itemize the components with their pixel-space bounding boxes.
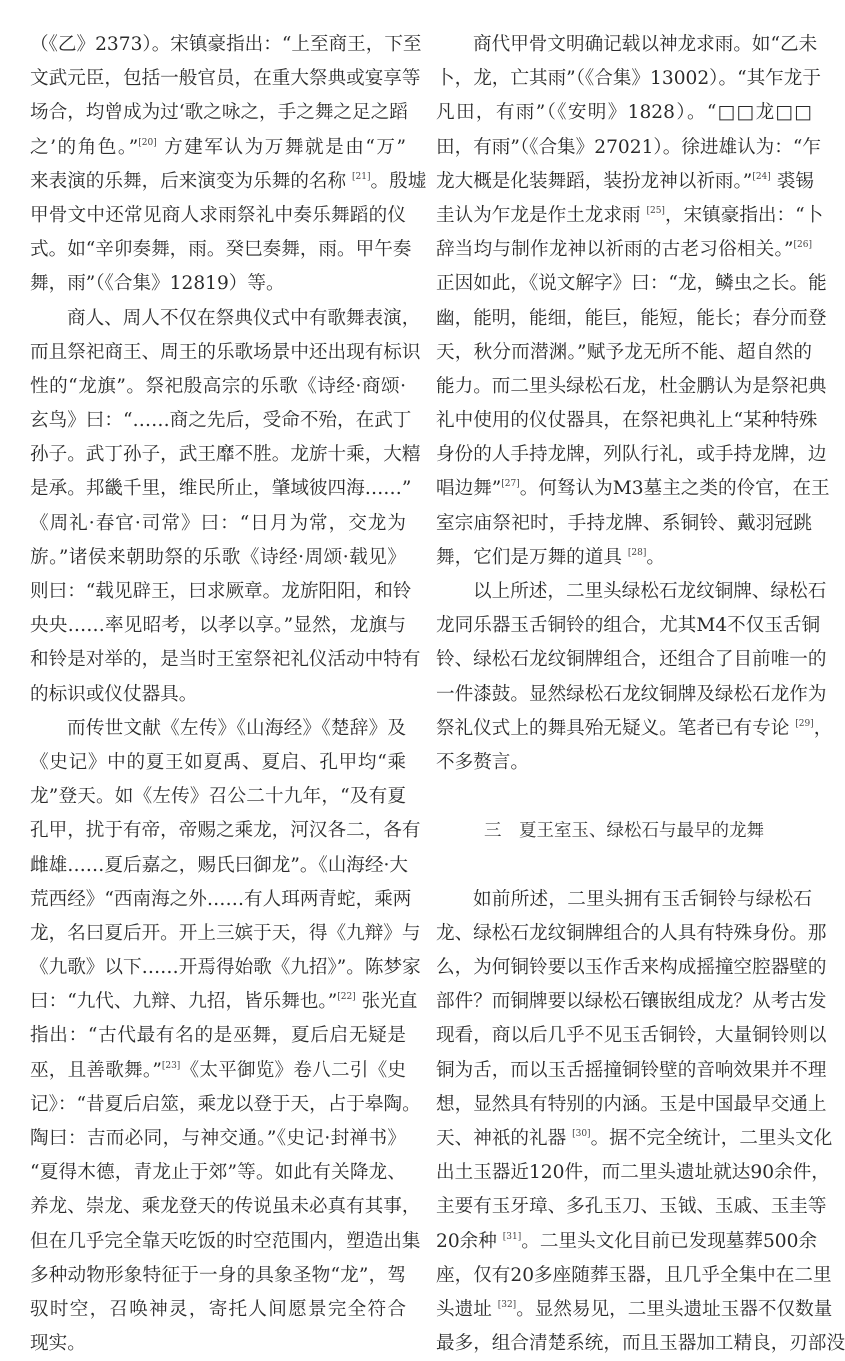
text-segment: 不多赘言。	[436, 751, 529, 773]
text-line	[30, 609, 406, 643]
text-line	[436, 1019, 827, 1053]
text-line	[30, 985, 418, 1019]
text-segment: 座，仅有20多座随葬玉器，且几乎全集中在二里	[436, 1264, 832, 1286]
text-segment: 铃、绿松石龙纹铜牌组合，还组合了目前唯一的	[436, 649, 827, 671]
text-segment: 天，秋分而潜渊。”赋予龙无所不能、超自然的	[436, 341, 812, 363]
text-segment: 龙、绿松石龙纹铜牌组合的人具有特殊身份。那	[436, 922, 827, 944]
text-segment: 记》：“昔夏后启筮，乘龙以登于天，占于皋陶。	[30, 1093, 421, 1115]
text-segment: 舞，它们是万舞的道具	[436, 546, 628, 568]
text-line	[30, 1122, 406, 1156]
text-segment: 甲骨文中还常见商人求雨祭礼中奏乐舞蹈的仪	[30, 204, 406, 226]
text-line	[30, 1259, 406, 1293]
citation-ref[interactable]: [28]	[627, 547, 647, 558]
text-line	[30, 780, 406, 814]
text-segment: 《太平御览》卷八二引《史	[180, 1059, 406, 1081]
text-segment: 场合，均曾成为过‘歌之咏之，手之舞之足之蹈	[30, 102, 408, 124]
text-line	[30, 28, 422, 62]
text-line	[30, 1225, 421, 1259]
paragraph	[30, 302, 421, 712]
text-segment: 卜，龙，亡其雨”（《合集》13002）。“其乍龙于	[436, 68, 821, 90]
text-segment: 圭认为乍龙是作土龙求雨	[436, 204, 647, 226]
text-line	[436, 951, 827, 985]
text-line	[30, 302, 421, 336]
text-segment: 铜为舌，而以玉舌摇撞铜铃壁的音响效果并不理	[436, 1059, 827, 1081]
text-segment: 养龙、崇龙、乘龙登天的传说虽未必真有其事，	[30, 1196, 421, 1218]
text-line	[436, 985, 827, 1019]
text-segment: 一件漆鼓。显然绿松石龙纹铜牌及绿松石龙作为	[436, 683, 827, 705]
spacer	[436, 780, 812, 814]
text-segment: 。何驽认为M3墓主之类的伶官，在王	[519, 478, 830, 500]
text-line	[30, 678, 406, 712]
text-segment: 荒西经》“西南海之外……有人珥两青蛇，乘两	[30, 888, 412, 910]
text-segment: 现看，商以后几乎不见玉舌铜铃，大量铜铃则以	[436, 1025, 827, 1047]
citation-ref[interactable]: [32]	[497, 1299, 517, 1310]
text-line	[30, 507, 406, 541]
text-segment: 巫，且善歌舞。”	[30, 1059, 162, 1081]
text-segment: 。二里头文化目前已发现墓葬500余	[521, 1230, 818, 1252]
text-line	[30, 165, 427, 199]
text-segment: 但在几乎完全靠天吃饭的时空范围内，塑造出集	[30, 1230, 421, 1252]
text-segment: ，	[813, 717, 833, 739]
text-segment: 辞当均与制作龙神以祈雨的古老习俗相关。”	[436, 239, 794, 261]
text-line	[30, 1019, 406, 1053]
text-line	[436, 1327, 845, 1361]
text-line	[30, 541, 406, 575]
text-line	[436, 1122, 833, 1156]
citation-ref[interactable]: [26]	[793, 240, 812, 251]
text-line	[30, 1156, 406, 1190]
text-segment: 现实。	[30, 1333, 86, 1355]
text-segment: 部件？而铜牌要以绿松石镶嵌组成龙？从考古发	[436, 991, 827, 1013]
text-line	[30, 746, 406, 780]
text-line	[436, 1156, 830, 1190]
text-segment: 。显然易见，二里头遗址玉器不仅数量	[516, 1298, 833, 1320]
text-line	[436, 678, 827, 712]
text-segment: 孔甲，扰于有帝，帝赐之乘龙，河汉各二，各有	[30, 820, 421, 842]
text-line	[30, 951, 421, 985]
text-line	[436, 370, 827, 404]
text-segment: 和铃是对举的，是当时王室祭祀礼仪活动中特有	[30, 649, 421, 671]
text-segment: 雌雄……夏后嘉之，赐氏曰御龙”。《山海经·大	[30, 854, 408, 876]
text-line	[436, 404, 818, 438]
text-segment: 式。如“辛卯奏舞，雨。癸巳奏舞，雨。甲午奏	[30, 239, 412, 261]
text-segment: 之’的角色。”	[30, 136, 139, 158]
text-line	[436, 643, 827, 677]
text-segment: 最多，组合清楚系统，而且玉器加工精良，刃部没	[436, 1333, 845, 1355]
text-segment: 。	[646, 546, 665, 568]
text-line	[30, 404, 412, 438]
text-segment: 祭礼仪式上的舞具殆无疑义。笔者已有专论	[436, 717, 796, 739]
text-segment: 《周礼·春官·司常》曰：“日月为常，交龙为	[30, 512, 406, 534]
text-line	[436, 507, 812, 541]
text-line	[436, 267, 827, 301]
text-segment: 《史记》中的夏王如夏禹、夏启、孔甲均“乘	[30, 751, 406, 773]
citation-ref[interactable]: [29]	[795, 718, 814, 729]
text-segment: 以上所述，二里头绿松石龙纹铜牌、绿松石	[473, 581, 827, 602]
text-segment: 出土玉器近120件，而二里头遗址就达90余件，	[436, 1162, 830, 1184]
text-segment: 幽，能明，能细，能巨，能短，能长；春分而登	[436, 307, 827, 329]
text-segment: 的标识或仪仗器具。	[30, 683, 198, 705]
text-line	[436, 712, 833, 746]
text-segment: 来表演的乐舞，后来演变为乐舞的名称	[30, 170, 353, 192]
text-segment: 室宗庙祭祀时，手持龙牌、系铜铃、戴羽冠跳	[436, 512, 812, 534]
text-segment: 如前所述，二里头拥有玉舌铜铃与绿松石	[473, 888, 812, 910]
text-line	[436, 96, 812, 130]
text-segment: 身份的人手持龙牌，列队行礼，或手持龙牌，边	[436, 444, 827, 466]
text-segment: 龙，名曰夏后开。开上三嫔于天，得《九辩》与	[30, 922, 421, 944]
paragraph	[436, 883, 845, 1361]
text-segment: 指出：“古代最有名的是巫舞，夏后启无疑是	[30, 1025, 406, 1047]
text-line	[436, 575, 827, 609]
text-segment: 商代甲骨文明确记载以神龙求雨。如“乙未	[473, 34, 818, 55]
text-line	[30, 438, 421, 472]
text-segment: 能力。而二里头绿松石龙，杜金鹏认为是祭祀典	[436, 375, 827, 397]
text-line	[436, 472, 830, 506]
text-segment: 多种动物形象特征于一身的具象圣物“龙”，驾	[30, 1264, 406, 1286]
section-heading: 三 夏王室玉、绿松石与最早的龙舞	[484, 821, 764, 842]
text-line	[436, 165, 812, 199]
citation-ref[interactable]: [30]	[572, 1129, 591, 1139]
text-segment: 。殷墟	[370, 170, 427, 192]
text-segment: 孙子。武丁孙子，武王靡不胜。龙旂十乘，大糦	[30, 444, 421, 466]
citation-ref[interactable]: [25]	[646, 205, 665, 216]
text-line	[30, 1088, 421, 1122]
text-segment: ，宋镇豪指出：“卜	[664, 204, 824, 226]
citation-ref[interactable]: [23]	[161, 1060, 181, 1071]
text-segment: 田，有雨”（《合集》27021）。徐进雄认为：“乍	[436, 136, 821, 158]
text-segment: （《乙》2373）。宋镇豪指出：“上至商王，下至	[30, 34, 422, 55]
text-line	[436, 302, 827, 336]
paragraph	[30, 712, 421, 1361]
text-line	[30, 370, 406, 404]
text-segment: 龙大概是化装舞蹈，装扮龙神以祈雨。”	[436, 170, 753, 192]
text-line	[30, 814, 421, 848]
text-segment: 商人、周人不仅在祭典仪式中有歌舞表演，	[67, 307, 421, 329]
text-line	[30, 575, 412, 609]
text-segment: 。据不完全统计，二里头文化	[590, 1128, 833, 1149]
text-segment: 唱边舞”	[436, 478, 502, 500]
text-line	[436, 62, 821, 96]
text-line	[30, 472, 412, 506]
text-line	[436, 131, 821, 165]
text-segment: 张光直	[355, 991, 418, 1013]
text-line	[30, 917, 421, 951]
citation-ref[interactable]: [31]	[502, 1231, 522, 1242]
text-segment: 正因如此，《说文解字》曰：“龙，鳞虫之长。能	[436, 273, 827, 295]
text-segment: 凡田，有雨”（《安明》1828）。“□□龙□□	[436, 102, 812, 124]
citation-ref[interactable]: [27]	[501, 479, 520, 490]
text-line	[30, 267, 406, 301]
text-line	[30, 96, 406, 130]
spacer	[436, 849, 812, 883]
text-line	[30, 62, 421, 96]
text-line	[30, 336, 421, 370]
text-line	[436, 438, 827, 472]
text-line	[436, 541, 812, 575]
text-line	[436, 1054, 827, 1088]
text-line	[30, 1293, 406, 1327]
text-segment: 《九歌》以下……开焉得始歌《九招》”。陈梦家	[30, 957, 421, 979]
text-line	[30, 849, 406, 883]
text-segment: 头遗址	[436, 1298, 498, 1320]
text-segment: 龙同乐器玉舌铜铃的组合，尤其M4不仅玉舌铜	[436, 615, 821, 637]
text-line	[30, 883, 412, 917]
text-segment: 裘锡	[770, 170, 814, 192]
text-line	[30, 199, 406, 233]
paragraph	[30, 28, 427, 302]
text-line	[30, 643, 421, 677]
text-segment: 则曰：“载见辟王，曰求厥章。龙旂阳阳，和铃	[30, 581, 412, 602]
citation-ref[interactable]: [24]	[752, 171, 771, 182]
text-line	[30, 131, 406, 165]
text-line	[436, 883, 812, 917]
left-column	[30, 28, 427, 1361]
text-segment: 性的“龙旗”。祭祀殷高宗的乐歌《诗经·商颂·	[30, 375, 406, 397]
text-line	[30, 1327, 406, 1361]
text-segment: 陶曰：吉而必同，与神交通。”《史记·封禅书》	[30, 1128, 406, 1149]
text-line	[436, 336, 812, 370]
text-segment: 而且祭祀商王、周王的乐歌场景中还出现有标识	[30, 341, 421, 363]
citation-ref[interactable]: [21]	[352, 171, 371, 182]
text-segment: 龙”登天。如《左传》召公二十九年，“及有夏	[30, 786, 406, 808]
text-line	[436, 917, 827, 951]
text-segment: “夏得木德，青龙止于郊”等。如此有关降龙、	[30, 1162, 406, 1184]
text-segment: 礼中使用的仪仗器具，在祭祀典礼上“某种特殊	[436, 410, 818, 432]
text-segment: 方建军认为万舞就是由“万”	[156, 136, 406, 158]
text-segment: 旂。”诸侯来朝助祭的乐歌《诗经·周颂·载见》	[30, 546, 406, 568]
text-line	[30, 233, 412, 267]
text-segment: 央央……率见昭考，以孝以享。”显然，龙旗与	[30, 615, 406, 637]
text-segment: 舞，雨”（《合集》12819）等。	[30, 273, 285, 295]
text-line	[30, 712, 406, 746]
text-line	[436, 1225, 818, 1259]
text-segment: 20余种	[436, 1230, 503, 1252]
text-segment: 驭时空，召唤神灵，寄托人间愿景完全符合	[30, 1298, 406, 1320]
text-segment: 么，为何铜铃要以玉作舌来构成摇撞空腔器壁的	[436, 957, 827, 979]
text-segment: 曰：“九代、九辩、九招，皆乐舞也。”	[30, 991, 338, 1013]
text-line	[436, 28, 818, 62]
right-column	[436, 28, 845, 1361]
text-line	[30, 1190, 421, 1224]
text-segment: 想，显然具有特别的内涵。玉是中国最早交通上	[436, 1093, 827, 1115]
text-segment: 文武元臣，包括一般官员，在重大祭典或宴享等	[30, 68, 421, 90]
paragraph	[436, 28, 830, 575]
paragraph	[436, 575, 833, 780]
text-segment: 玄鸟》曰：“……商之先后，受命不殆，在武丁	[30, 410, 412, 432]
text-line	[436, 1190, 827, 1224]
text-segment: 主要有玉牙璋、多孔玉刀、玉钺、玉戚、玉圭等	[436, 1196, 827, 1218]
text-line	[436, 199, 824, 233]
text-line	[30, 1054, 406, 1088]
citation-ref[interactable]: [20]	[138, 137, 157, 148]
text-segment: 是承。邦畿千里，维民所止，肇域彼四海……”	[30, 478, 412, 500]
text-segment: 天、神祇的礼器	[436, 1128, 573, 1149]
text-line	[436, 746, 812, 780]
text-line	[436, 1088, 827, 1122]
text-segment: 而传世文献《左传》《山海经》《楚辞》及	[67, 717, 406, 739]
text-line	[436, 1259, 832, 1293]
text-line	[436, 1293, 833, 1327]
text-line	[436, 609, 821, 643]
citation-ref[interactable]: [22]	[337, 992, 356, 1003]
text-line	[436, 233, 812, 267]
